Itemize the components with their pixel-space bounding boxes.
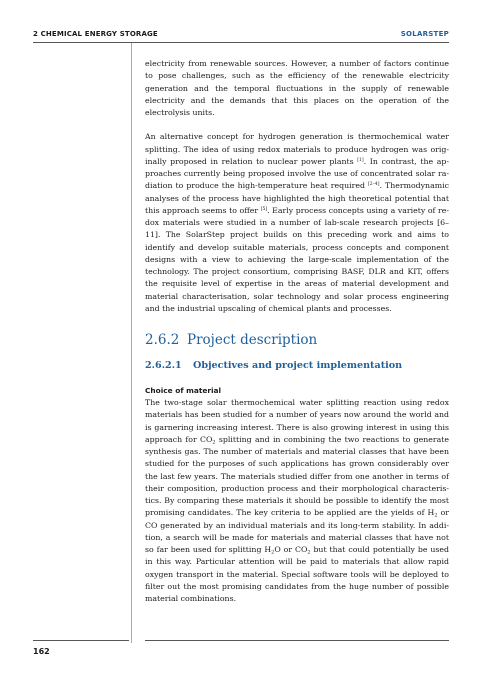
header-rule xyxy=(33,42,449,43)
citation-1: [1] xyxy=(357,157,364,163)
text-segment: An alternative concept for hydrogen generation is thermochemical water splitting. The idea of using redox materials to produce hydrogen was originally proposed in relation to nuclear power plants xyxy=(145,132,449,166)
running-header-chapter: 2 CHEMICAL ENERGY STORAGE xyxy=(33,30,158,38)
section-number: 2.6.2 xyxy=(145,332,180,348)
section-title: Project description xyxy=(187,332,318,348)
subheading-choice-of-material: Choice of material xyxy=(145,386,222,395)
subsection-title: Objectives and project implementation xyxy=(193,360,403,371)
footer-rule-left xyxy=(33,640,129,641)
section-heading xyxy=(145,332,449,349)
text-segment: . Early process concepts using a variety of redox materials were studied in a number of lab-scale research projects [6–11]. The SolarStep project builds on this preceding work and aims to identify and develop suitable materials, process concepts and component designs with a view to achieving the large-scale implementation of the technology. The project consortium, comprising BASF, DLR and KIT, offers the requisite level of expertise in the areas of material development and material characterisation, solar technology and solar process engineering and the industrial upscaling of chemical plants and processes. xyxy=(145,205,449,313)
citation-5: [5] xyxy=(260,206,268,212)
main-text-column xyxy=(145,58,449,605)
text-segment: The two-stage solar thermochemical water splitting reaction using redox materials has been studied for a number of years now around the world and is garnering increasing interest. There is also growing interest in using this approach for CO xyxy=(145,398,449,444)
subsection-number: 2.6.2.1 xyxy=(145,360,182,371)
paragraph-renewable-electricity: electricity from renewable sources. However, a number of factors continue to pose challenges, such as the efficiency of the renewable electricity generation and the temporal fluctuations in the supply of renewable electricity and the demands that this places on the operation of the electrolysis units. xyxy=(145,59,449,117)
text-segment: . In contrast, the approaches currently being proposed involve the use of concentrated solar radiation to produce the high-temperature heat required xyxy=(145,156,449,191)
subscript: 2 xyxy=(434,512,438,519)
text-segment: or CO generated by an individual materials and its long-term stability. In addition, a search will be made for materials and material classes that have not so far been used for splitting H xyxy=(145,508,449,554)
running-header-project: SOLARSTEP xyxy=(400,30,449,38)
subsection-heading xyxy=(145,359,449,372)
page-number: 162 xyxy=(33,647,50,656)
paragraph-choice-of-material xyxy=(145,397,449,605)
paragraph-thermochemical-splitting xyxy=(145,131,449,315)
subscript: 2 xyxy=(271,549,275,556)
text-segment: O or CO xyxy=(274,545,308,554)
subscript: 2 xyxy=(307,549,311,556)
text-segment: . Thermodynamic analyses of the process have highlighted the high theoretical potential that this approach seems to offer xyxy=(145,181,449,215)
text-segment: but that could potentially be used in this way. Particular attention will be paid to materials that allow rapid oxygen transport in the material. Special software tools will be deployed to filter out the most promising candidates from the huge number of possible material combinations. xyxy=(145,545,449,603)
text-segment: splitting and in combining the two reactions to generate synthesis gas. The number of materials and material classes that have been studied for the purposes of such applications has grown considerably over the last few years. The materials studied differ from one another in terms of their composition, production process and their morphological characteristics. By comparing these materials it should be possible to identify the most promising candidates. The key criteria to be applied are the yields of H xyxy=(145,434,449,518)
margin-rule xyxy=(131,43,132,643)
subscript: 2 xyxy=(212,439,216,446)
citation-2-4: [2–4] xyxy=(368,182,380,188)
footer-rule-right xyxy=(145,640,449,641)
